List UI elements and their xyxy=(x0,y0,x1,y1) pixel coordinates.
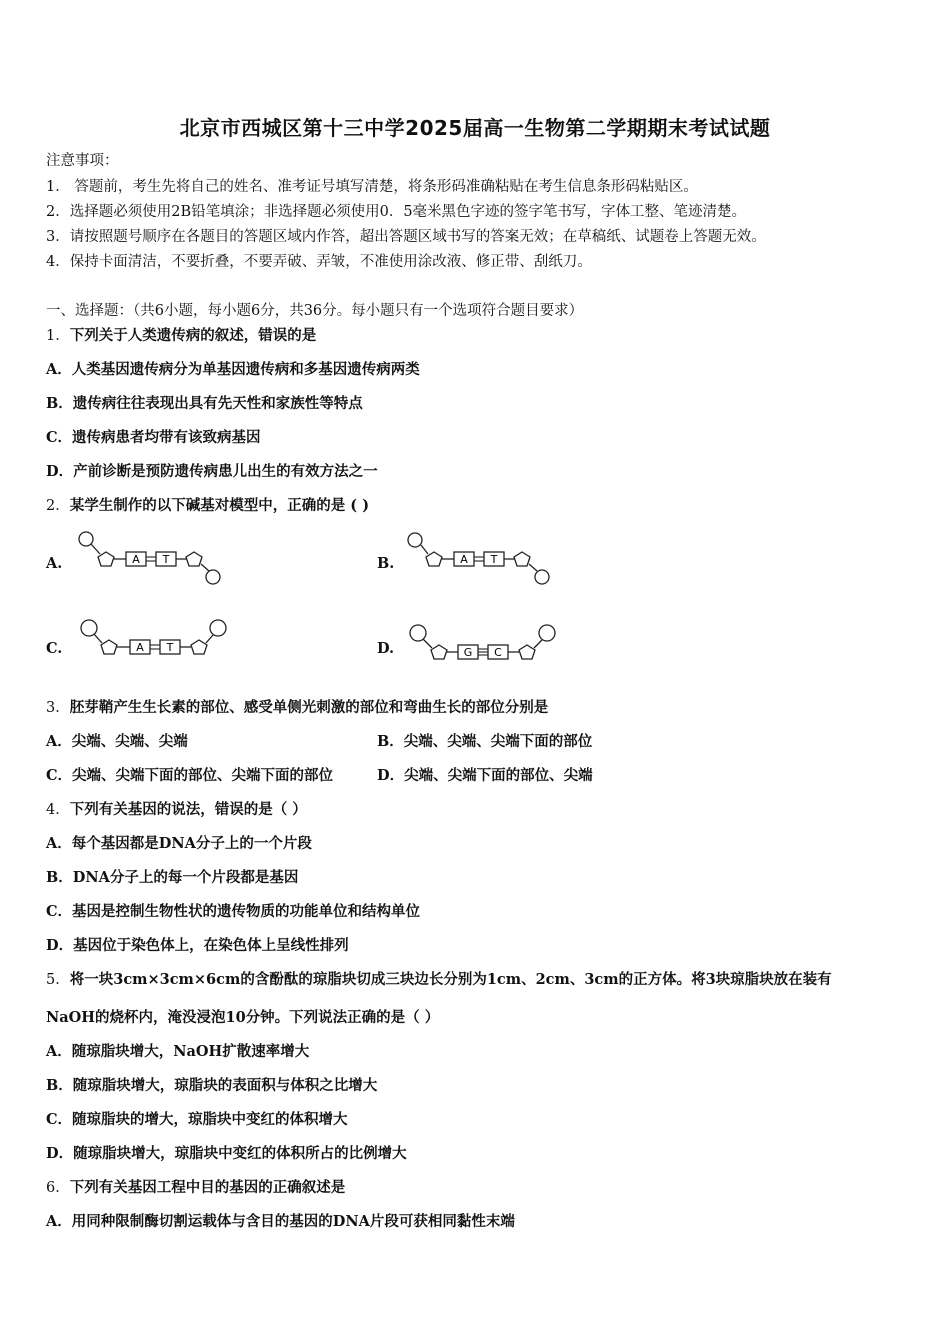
q3-option-b: B．尖端、尖端、尖端下面的部位 xyxy=(377,733,593,750)
phosphate-circle xyxy=(210,620,226,636)
phosphate-circle xyxy=(206,570,220,584)
question-stem: 胚芽鞘产生生长素的部位、感受单侧光刺激的部位和弯曲生长的部位分别是 xyxy=(69,699,549,716)
question-stem: 某学生制作的以下碱基对模型中，正确的是 ( ) xyxy=(69,497,370,514)
base-label: C xyxy=(494,646,502,659)
question-number: 6． xyxy=(46,1180,70,1196)
base-label: T xyxy=(490,553,498,566)
notice-item-2: 2．选择题必须使用2B铅笔填涂；非选择题必须使用0．5毫米黑色字迹的签字笔书写，字体工整、笔迹清楚。 xyxy=(46,204,747,220)
question-stem-line-2: NaOH的烧杯内，淹没浸泡10分钟。下列说法正确的是（ ） xyxy=(46,1009,440,1026)
sugar-pentagon xyxy=(426,552,442,566)
question-stem-line-1: 将一块3cm×3cm×6cm的含酚酞的琼脂块切成三块边长分别为1cm、2cm、3cm的正方体。将3块琼脂块放在装有 xyxy=(69,971,832,988)
q2-model-d-diagram xyxy=(406,620,562,668)
q5-option-d: D．随琼脂块增大，琼脂块中变红的体积所占的比例增大 xyxy=(46,1145,407,1162)
base-label: G xyxy=(463,646,473,659)
q5-option-a: A．随琼脂块增大，NaOH扩散速率增大 xyxy=(46,1043,310,1060)
base-label: A xyxy=(460,553,468,566)
q4-option-a: A．每个基因都是DNA分子上的一个片段 xyxy=(46,835,312,852)
sugar-pentagon xyxy=(431,645,447,659)
sugar-pentagon xyxy=(519,645,535,659)
base-label: A xyxy=(136,641,144,654)
question-stem: 下列关于人类遗传病的叙述，错误的是 xyxy=(69,327,317,344)
question-stem: 下列有关基因的说法，错误的是（ ） xyxy=(69,801,307,818)
question-stem: 下列有关基因工程中目的基因的正确叙述是 xyxy=(69,1179,346,1196)
question-6 xyxy=(46,1178,345,1198)
q3-option-a: A．尖端、尖端、尖端 xyxy=(46,733,188,750)
sugar-pentagon xyxy=(186,552,202,566)
q2-model-c-diagram xyxy=(78,617,230,665)
sugar-pentagon xyxy=(514,552,530,566)
q2-option-a-label: A. xyxy=(46,555,63,572)
notice-item-3: 3．请按照题号顺序在各题目的答题区域内作答，超出答题区域书写的答案无效；在草稿纸、试题卷上答题无效。 xyxy=(46,229,766,245)
phosphate-circle xyxy=(410,625,426,641)
q3-option-c: C．尖端、尖端下面的部位、尖端下面的部位 xyxy=(46,767,334,784)
phosphate-circle xyxy=(408,533,422,547)
question-5 xyxy=(46,970,832,990)
question-number: 3． xyxy=(46,700,70,716)
base-label: T xyxy=(162,553,170,566)
question-3 xyxy=(46,698,548,718)
question-number: 2． xyxy=(46,498,70,514)
question-number: 5． xyxy=(46,972,70,988)
q2-option-d-label: D. xyxy=(377,640,395,657)
q4-option-b: B．DNA分子上的每一个片段都是基因 xyxy=(46,869,299,886)
phosphate-circle xyxy=(81,620,97,636)
q4-option-c: C．基因是控制生物性状的遗传物质的功能单位和结构单位 xyxy=(46,903,421,920)
question-1 xyxy=(46,326,316,346)
q5-option-b: B．随琼脂块增大，琼脂块的表面积与体积之比增大 xyxy=(46,1077,378,1094)
notice-heading: 注意事项： xyxy=(46,153,119,169)
notice-item-4: 4．保持卡面清洁，不要折叠，不要弄破、弄皱，不准使用涂改液、修正带、刮纸刀。 xyxy=(46,254,592,270)
phosphate-circle xyxy=(539,625,555,641)
q2-option-c-label: C. xyxy=(46,640,63,657)
sugar-pentagon xyxy=(101,640,117,654)
q1-option-a: A．人类基因遗传病分为单基因遗传病和多基因遗传病两类 xyxy=(46,361,420,378)
sugar-pentagon xyxy=(98,552,114,566)
q4-option-d: D．基因位于染色体上，在染色体上呈线性排列 xyxy=(46,937,349,954)
q1-option-c: C．遗传病患者均带有该致病基因 xyxy=(46,429,261,446)
question-4 xyxy=(46,800,307,820)
question-2 xyxy=(46,496,369,516)
q2-model-b-diagram xyxy=(406,530,556,588)
q2-option-b-label: B. xyxy=(377,555,395,572)
base-label: A xyxy=(132,553,140,566)
section-heading: 一、选择题：（共6小题，每小题6分，共36分。每小题只有一个选项符合题目要求） xyxy=(46,303,584,319)
phosphate-circle xyxy=(79,532,93,546)
q1-option-d: D．产前诊断是预防遗传病患儿出生的有效方法之一 xyxy=(46,463,378,480)
phosphate-circle xyxy=(535,570,549,584)
notice-item-1: 1． 答题前，考生先将自己的姓名、准考证号填写清楚，将条形码准确粘贴在考生信息条形码粘贴区。 xyxy=(46,179,698,195)
question-number: 1． xyxy=(46,328,70,344)
sugar-pentagon xyxy=(191,640,207,654)
q6-option-a: A．用同种限制酶切割运载体与含目的基因的DNA片段可获相同黏性末端 xyxy=(46,1213,515,1230)
question-number: 4． xyxy=(46,802,70,818)
base-label: T xyxy=(166,641,174,654)
q3-option-d: D．尖端、尖端下面的部位、尖端 xyxy=(377,767,593,784)
q1-option-b: B．遗传病往往表现出具有先天性和家族性等特点 xyxy=(46,395,363,412)
q5-option-c: C．随琼脂块的增大，琼脂块中变红的体积增大 xyxy=(46,1111,348,1128)
q2-model-a-diagram xyxy=(78,530,228,588)
page-title: 北京市西城区第十三中学2025届高一生物第二学期期末考试试题 xyxy=(179,116,771,140)
